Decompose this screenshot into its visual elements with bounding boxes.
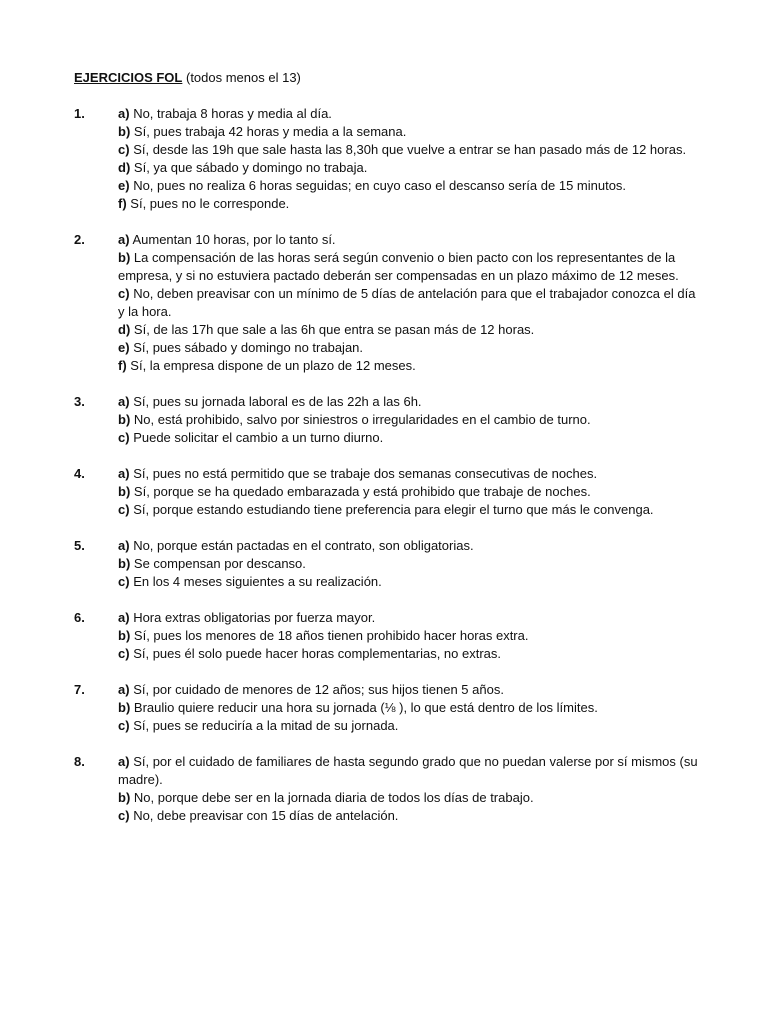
exercise-number: 2. [74,232,85,247]
answer-item [118,645,704,663]
answer-item [118,177,704,195]
answer-label: a) [118,610,130,625]
answer-item [118,537,704,555]
answer-item [118,573,704,591]
exercise-number: 4. [74,466,85,481]
answer-list [118,681,704,735]
answer-item [118,159,704,177]
answer-label: f) [118,358,127,373]
exercise-number: 1. [74,106,85,121]
answer-item [118,699,704,717]
answer-text: No, trabaja 8 horas y media al día. [133,106,332,121]
answer-text: Sí, pues sábado y domingo no trabajan. [133,340,364,355]
answer-item [118,465,704,483]
answer-item [118,483,704,501]
answer-item [118,501,704,519]
answer-text: No, está prohibido, salvo por siniestros o irregularidades en el cambio de turno. [133,412,591,427]
answer-label: c) [118,502,130,517]
answer-item [118,393,704,411]
exercise-number: 7. [74,682,85,697]
answer-list [118,393,704,447]
exercise-number: 6. [74,610,85,625]
answer-item [118,681,704,699]
answer-list [118,537,704,591]
exercise-item [74,393,704,447]
answer-item [118,429,704,447]
answer-label: b) [118,412,131,427]
exercise-number: 5. [74,538,85,553]
answer-label: b) [118,484,131,499]
answer-label: c) [118,808,130,823]
answer-item [118,411,704,429]
answer-item [118,141,704,159]
answer-item [118,753,704,789]
exercise-number: 3. [74,394,85,409]
answer-label: e) [118,340,130,355]
answer-item [118,285,704,321]
answer-label: c) [118,718,130,733]
answer-label: c) [118,286,130,301]
answer-item [118,789,704,807]
answer-label: c) [118,646,130,661]
document-title [74,69,301,87]
answer-text: Sí, desde las 19h que sale hasta las 8,30h que vuelve a entrar se han pasado más de 12 horas. [133,142,687,157]
answer-label: a) [118,394,130,409]
answer-text: Hora extras obligatorias por fuerza mayor. [133,610,376,625]
answer-text: Braulio quiere reducir una hora su jornada (⅛ ), lo que está dentro de los límites. [133,700,598,715]
answer-text: No, porque están pactadas en el contrato, son obligatorias. [133,538,474,553]
answer-label: c) [118,430,130,445]
answer-item [118,321,704,339]
answer-label: b) [118,700,131,715]
answer-item [118,339,704,357]
exercise-item [74,465,704,519]
answer-label: a) [118,538,130,553]
answer-label: b) [118,556,131,571]
answer-label: b) [118,790,131,805]
exercise-item [74,231,704,375]
answer-text: Sí, porque se ha quedado embarazada y está prohibido que trabaje de noches. [133,484,591,499]
answer-list [118,105,704,213]
answer-text: Sí, pues no le corresponde. [130,196,290,211]
answer-item [118,231,704,249]
answer-label: d) [118,160,131,175]
answer-item [118,105,704,123]
exercise-number: 8. [74,754,85,769]
answer-text: Sí, por cuidado de menores de 12 años; sus hijos tienen 5 años. [133,682,504,697]
exercise-item [74,753,704,825]
answer-text: Aumentan 10 horas, por lo tanto sí. [132,232,336,247]
answer-label: a) [118,106,130,121]
title-subtitle: (todos menos el 13) [185,70,301,85]
answer-text: Sí, pues él solo puede hacer horas complementarias, no extras. [133,646,502,661]
answer-label: b) [118,250,131,265]
exercise-item [74,105,704,213]
answer-text: Sí, de las 17h que sale a las 6h que entra se pasan más de 12 horas. [133,322,535,337]
answer-label: a) [118,754,130,769]
answer-item [118,627,704,645]
answer-item [118,555,704,573]
answer-item [118,123,704,141]
answer-text: Sí, pues trabaja 42 horas y media a la semana. [133,124,407,139]
answer-item [118,717,704,735]
answer-list [118,465,704,519]
answer-text: Sí, pues su jornada laboral es de las 22h a las 6h. [133,394,422,409]
answer-text: La compensación de las horas será según convenio o bien pacto con los representantes de la empresa, y si no estuviera pactado deberán ser compensadas en un plazo máximo de 12 meses. [118,250,679,283]
answer-list [118,231,704,375]
answer-item [118,357,704,375]
answer-label: a) [118,466,130,481]
answer-label: a) [118,232,130,247]
exercise-item [74,681,704,735]
answer-text: Sí, pues se reduciría a la mitad de su jornada. [133,718,399,733]
answer-text: Sí, pues los menores de 18 años tienen prohibido hacer horas extra. [133,628,529,643]
answer-item [118,807,704,825]
answer-text: Se compensan por descanso. [133,556,306,571]
answer-item [118,249,704,285]
answer-label: a) [118,682,130,697]
answer-text: Sí, porque estando estudiando tiene preferencia para elegir el turno que más le convenga. [133,502,654,517]
answer-label: e) [118,178,130,193]
answer-item [118,195,704,213]
answer-item [118,609,704,627]
answer-text: Sí, por el cuidado de familiares de hasta segundo grado que no puedan valerse por sí mismos (su madre). [118,754,698,787]
answer-label: b) [118,124,131,139]
answer-text: Sí, ya que sábado y domingo no trabaja. [133,160,368,175]
answer-text: Sí, la empresa dispone de un plazo de 12 meses. [130,358,416,373]
answer-label: f) [118,196,127,211]
answer-list [118,753,704,825]
title-main: EJERCICIOS FOL [74,70,183,85]
answer-label: c) [118,142,130,157]
answer-text: En los 4 meses siguientes a su realización. [133,574,382,589]
exercise-list [74,105,704,843]
exercise-item [74,537,704,591]
answer-label: d) [118,322,131,337]
answer-list [118,609,704,663]
answer-text: No, pues no realiza 6 horas seguidas; en cuyo caso el descanso sería de 15 minutos. [133,178,627,193]
answer-label: b) [118,628,131,643]
answer-text: Puede solicitar el cambio a un turno diurno. [133,430,384,445]
answer-text: Sí, pues no está permitido que se trabaje dos semanas consecutivas de noches. [133,466,598,481]
exercise-item [74,609,704,663]
answer-text: No, deben preavisar con un mínimo de 5 días de antelación para que el trabajador conozca el día y la hora. [118,286,696,319]
answer-label: c) [118,574,130,589]
answer-text: No, debe preavisar con 15 días de antelación. [133,808,399,823]
answer-text: No, porque debe ser en la jornada diaria de todos los días de trabajo. [133,790,534,805]
